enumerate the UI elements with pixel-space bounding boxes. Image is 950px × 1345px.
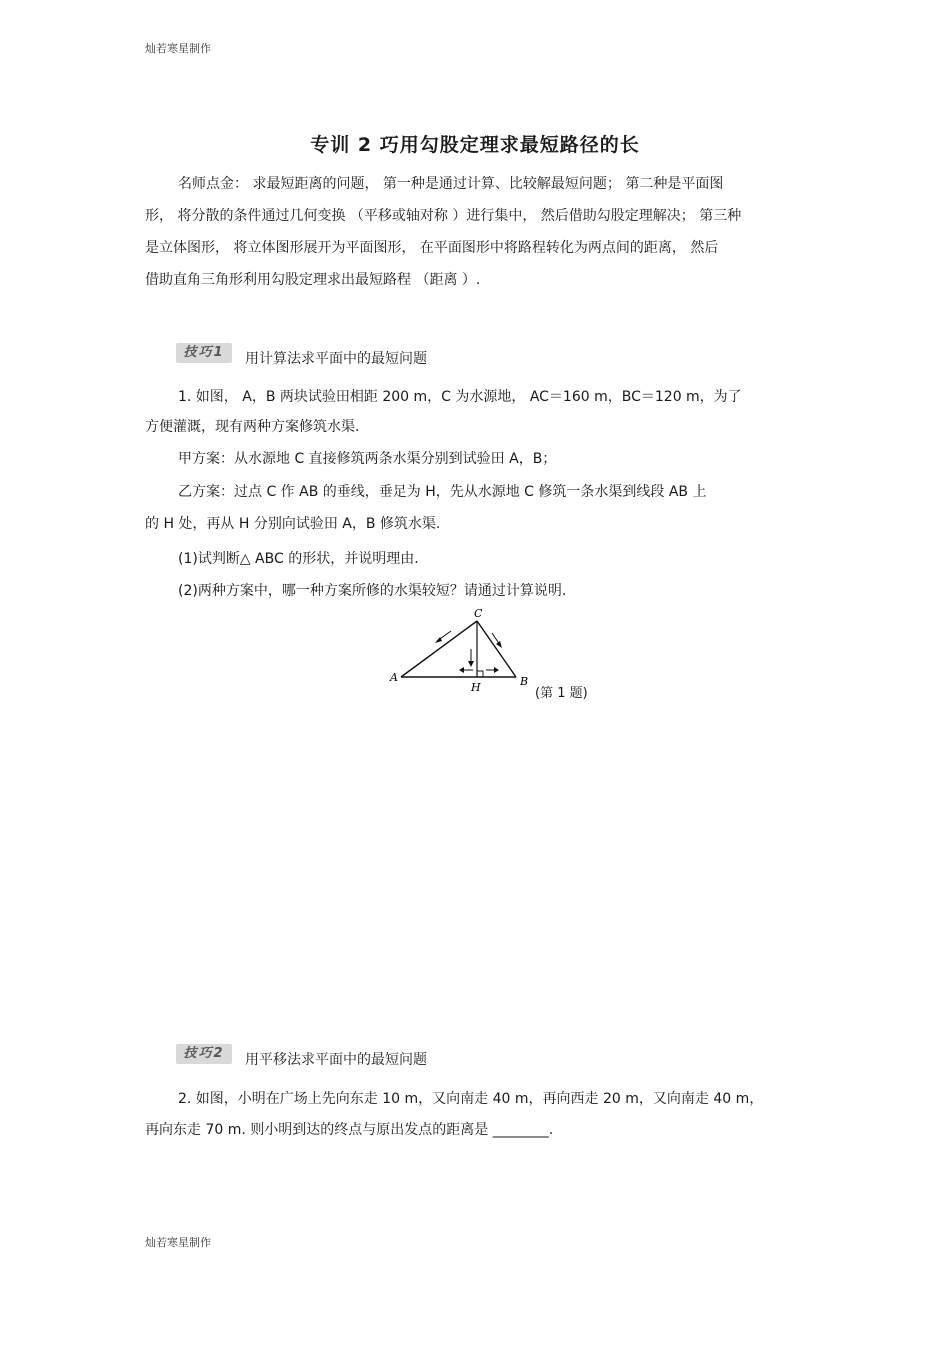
side-ac: [401, 621, 477, 677]
header-watermark: 灿若寒星制作: [145, 42, 211, 55]
intro-line: 形， 将分散的条件通过几何变换 （平移或轴对称 ）进行集中， 然后借助勾股定理解决； 第三种: [145, 208, 742, 224]
problem1-question-1: (1)试判断△ ABC 的形状，并说明理由.: [178, 551, 419, 567]
triangle-figure: [385, 605, 545, 700]
right-angle-mark: [477, 671, 483, 677]
figure-caption: (第 1 题): [535, 686, 588, 701]
problem2-line: 2. 如图，小明在广场上先向东走 10 m，又向南走 40 m，再向西走 20 m，又向南走 40 m，: [178, 1091, 764, 1107]
tip1-title: 用计算法求平面中的最短问题: [245, 351, 427, 367]
arrowhead-icon: [459, 667, 464, 673]
intro-line: 名师点金： 求最短距离的问题， 第一种是通过计算、比较解最短问题； 第二种是平面图: [178, 176, 724, 192]
tip2-title: 用平移法求平面中的最短问题: [245, 1052, 427, 1068]
arrowhead-icon: [468, 661, 474, 667]
label-h: H: [471, 681, 481, 694]
problem1-line: 的 H 处，再从 H 分别向试验田 A，B 修筑水渠.: [145, 516, 441, 532]
problem1-line: 方便灌溉，现有两种方案修筑水渠.: [145, 419, 360, 435]
label-a: A: [390, 671, 398, 684]
tip1-heading: [176, 341, 232, 363]
intro-line: 是立体图形， 将立体图形展开为平面图形， 在平面图形中将路程转化为两点间的距离， 然后: [145, 240, 719, 256]
arrowhead-icon: [496, 641, 502, 648]
tip2-badge: 技巧2: [176, 1044, 232, 1064]
footer-watermark: 灿若寒星制作: [145, 1236, 211, 1249]
tip2-heading: [176, 1042, 232, 1064]
tip1-badge: 技巧1: [176, 343, 232, 363]
problem2-line: 再向东走 70 m. 则小明到达的终点与原出发点的距离是 ________.: [145, 1122, 554, 1138]
problem1-line: 1. 如图， A，B 两块试验田相距 200 m，C 为水源地， AC＝160 m，BC＝120 m，为了: [178, 389, 742, 405]
problem1-line: 乙方案：过点 C 作 AB 的垂线，垂足为 H，先从水源地 C 修筑一条水渠到线段 AB 上: [178, 484, 707, 500]
label-b: B: [520, 675, 529, 688]
page-title: 专训 2 巧用勾股定理求最短路径的长: [310, 134, 640, 156]
problem1-question-2: (2)两种方案中，哪一种方案所修的水渠较短？请通过计算说明.: [178, 583, 567, 599]
label-c: C: [474, 607, 483, 620]
problem1-line: 甲方案：从水源地 C 直接修筑两条水渠分别到试验田 A，B；: [178, 451, 557, 467]
intro-line: 借助直角三角形利用勾股定理求出最短路程 （距离 ）.: [145, 272, 481, 288]
arrowhead-icon: [494, 667, 499, 673]
